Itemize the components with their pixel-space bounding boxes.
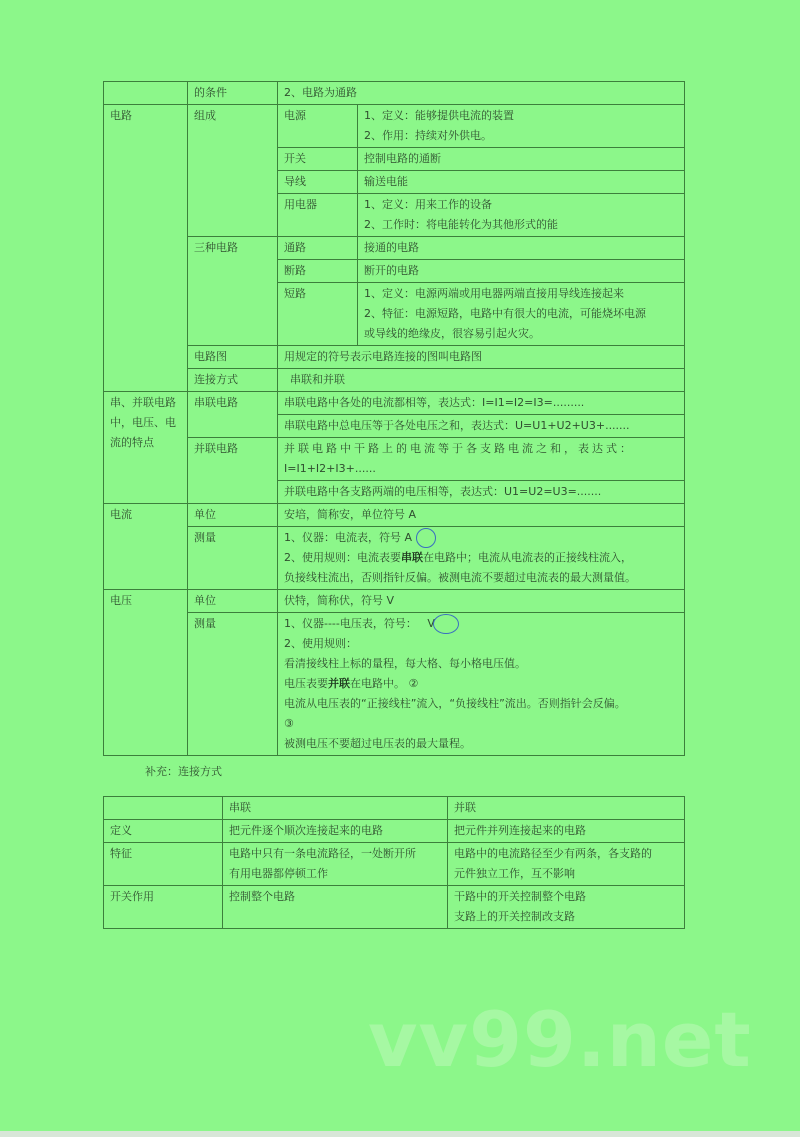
text-line: 1、定义：用来工作的设备 xyxy=(364,198,492,211)
text-line: 电流从电压表的“正接线柱”流入，“负接线柱”流出。否则指针会反偏。 xyxy=(284,697,626,710)
table-row xyxy=(104,613,685,756)
text-line: 或导线的绝缘皮，很容易引起火灾。 xyxy=(364,327,540,340)
text-line: 干路中的开关控制整个电路 xyxy=(454,890,586,903)
text-line: 1、定义：能够提供电流的装置 xyxy=(364,109,514,122)
cell-connection: 连接方式 xyxy=(188,369,278,392)
cell-current-unit-desc: 安培，简称安，单位符号 A xyxy=(278,504,685,527)
cell-voltage-measure-desc xyxy=(278,613,685,756)
watermark: vv99.net xyxy=(368,995,752,1084)
text: 1、仪器：电流表，符号 A xyxy=(284,531,413,544)
physics-summary-table xyxy=(103,81,685,756)
text-line: 电路中的电流路径至少有两条，各支路的 xyxy=(454,847,652,860)
row-label: 特征 xyxy=(104,843,223,886)
text-line: 并联电路中干路上的电流等于各支路电流之和，表达式： xyxy=(284,442,634,455)
cell-series: 串联电路 xyxy=(188,392,278,438)
text-line: 看清接线柱上标的量程，每大格、每小格电压值。 xyxy=(284,657,526,670)
series-cell xyxy=(223,843,448,886)
cell-current-measure-desc xyxy=(278,527,685,590)
table-row xyxy=(104,392,685,415)
text: 在电路中。 ② xyxy=(350,677,419,690)
text: 2、使用规则：电流表要 xyxy=(284,551,401,564)
parallel-cell xyxy=(448,886,685,929)
table-row xyxy=(104,369,685,392)
text-line: 负接线柱流出，否则指针反偏。被测电流不要超过电流表的最大测量值。 xyxy=(284,571,636,584)
cell-diagram-desc: 用规定的符号表示电路连接的图叫电路图 xyxy=(278,346,685,369)
series-cell: 把元件逐个顺次连接起来的电路 xyxy=(223,820,448,843)
table-row xyxy=(104,820,685,843)
text: 电压表要 xyxy=(284,677,328,690)
document-body xyxy=(103,81,685,929)
text-line xyxy=(284,674,678,694)
header-cell xyxy=(104,797,223,820)
cell-series-l2: 串联电路中总电压等于各处电压之和，表达式：U=U1+U2+U3+....... xyxy=(278,415,685,438)
cell-voltage-unit: 单位 xyxy=(188,590,278,613)
text-line: 2、特征：电源短路，电路中有很大的电流，可能烧坏电源 xyxy=(364,307,646,320)
page-bottom-edge xyxy=(0,1131,800,1137)
cell-connection-desc: 串联和并联 xyxy=(278,369,685,392)
table-row xyxy=(104,527,685,590)
text-line: I=I1+I2+I3+...... xyxy=(284,462,376,475)
text-line: 电路中只有一条电流路径，一处断开所 xyxy=(229,847,416,860)
table-row xyxy=(104,886,685,929)
cell-closed: 通路 xyxy=(278,237,358,260)
cell-parallel: 并联电路 xyxy=(188,438,278,504)
cell-short-desc xyxy=(358,283,685,346)
cell-open: 断路 xyxy=(278,260,358,283)
cell-condition: 的条件 xyxy=(188,82,278,105)
row-label: 定义 xyxy=(104,820,223,843)
table-row xyxy=(104,590,685,613)
text-line: 支路上的开关控制改支路 xyxy=(454,910,575,923)
header-cell: 并联 xyxy=(448,797,685,820)
table-row xyxy=(104,82,685,105)
connection-comparison-table xyxy=(103,796,685,929)
table-header-row xyxy=(104,797,685,820)
cell-series-l1: 串联电路中各处的电流都相等，表达式：I=I1=I2=I3=......... xyxy=(278,392,685,415)
text-line: 2、作用：持续对外供电。 xyxy=(364,129,492,142)
cell-empty xyxy=(104,82,188,105)
cell-features: 串、并联电路中，电压、电流的特点 xyxy=(104,392,188,504)
cell-voltage-unit-desc: 伏特，简称伏，符号 V xyxy=(278,590,685,613)
series-cell: 控制整个电路 xyxy=(223,886,448,929)
cell-closed-desc: 接通的电路 xyxy=(358,237,685,260)
text: V xyxy=(427,617,435,630)
table-row xyxy=(104,105,685,148)
cell-open-desc: 断开的电路 xyxy=(358,260,685,283)
text-line xyxy=(284,614,678,634)
cell-short: 短路 xyxy=(278,283,358,346)
row-label: 开关作用 xyxy=(104,886,223,929)
cell-three-circuits: 三种电路 xyxy=(188,237,278,346)
cell-composition: 组成 xyxy=(188,105,278,237)
text-line: ③ xyxy=(284,717,294,730)
cell-switch: 开关 xyxy=(278,148,358,171)
cell-voltage: 电压 xyxy=(104,590,188,756)
table-row xyxy=(104,843,685,886)
cell-switch-desc: 控制电路的通断 xyxy=(358,148,685,171)
parallel-cell xyxy=(448,843,685,886)
cell-power-desc xyxy=(358,105,685,148)
text-line: 1、定义：电源两端或用电器两端直接用导线连接起来 xyxy=(364,287,624,300)
ammeter-symbol-icon xyxy=(416,528,436,548)
text: 在电路中；电流从电流表的正接线柱流入， xyxy=(423,551,632,564)
cell-voltage-measure: 测量 xyxy=(188,613,278,756)
text-line: 被测电压不要超过电压表的最大量程。 xyxy=(284,737,471,750)
cell-parallel-l2: 并联电路中各支路两端的电压相等，表达式：U1=U2=U3=....... xyxy=(278,481,685,504)
cell-wire: 导线 xyxy=(278,171,358,194)
table-row xyxy=(104,237,685,260)
cell-current: 电流 xyxy=(104,504,188,590)
cell-appliance-desc xyxy=(358,194,685,237)
cell-current-measure: 测量 xyxy=(188,527,278,590)
text-line: 2、使用规则： xyxy=(284,637,357,650)
text-line: 元件独立工作，互不影响 xyxy=(454,867,575,880)
text-line: 有用电器都停顿工作 xyxy=(229,867,328,880)
bold-text: 串联 xyxy=(401,551,423,564)
table-row xyxy=(104,438,685,481)
text-line xyxy=(284,548,678,568)
cell-diagram: 电路图 xyxy=(188,346,278,369)
header-cell: 串联 xyxy=(223,797,448,820)
text: 1、仪器----电压表，符号： xyxy=(284,617,417,630)
voltmeter-symbol-icon xyxy=(433,614,459,634)
cell-condition-text: 2、电路为通路 xyxy=(278,82,685,105)
text-line: 2、工作时：将电能转化为其他形式的能 xyxy=(364,218,558,231)
table-row xyxy=(104,504,685,527)
cell-power: 电源 xyxy=(278,105,358,148)
cell-appliance: 用电器 xyxy=(278,194,358,237)
cell-circuit: 电路 xyxy=(104,105,188,392)
cell-parallel-l1 xyxy=(278,438,685,481)
cell-wire-desc: 输送电能 xyxy=(358,171,685,194)
text-line xyxy=(284,528,678,548)
cell-current-unit: 单位 xyxy=(188,504,278,527)
bold-text: 并联 xyxy=(328,677,350,690)
parallel-cell: 把元件并列连接起来的电路 xyxy=(448,820,685,843)
table-row xyxy=(104,346,685,369)
supplement-note: 补充：连接方式 xyxy=(145,765,222,778)
